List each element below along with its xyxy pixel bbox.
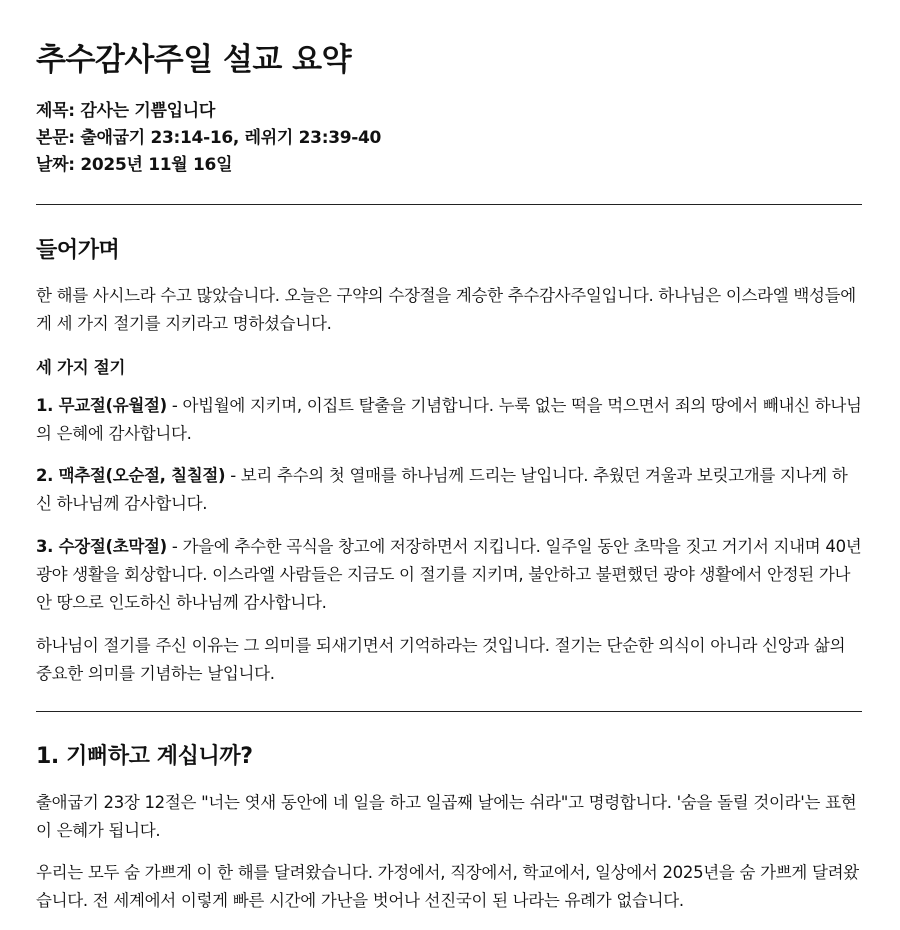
date-line: 날짜: 2025년 11월 16일 — [36, 155, 233, 175]
section-heading: 1. 기뻐하고 계십니까? — [36, 744, 253, 769]
festival-item — [36, 392, 862, 448]
sermon-meta — [36, 98, 381, 179]
festival-description: - 아빕월에 지키며, 이집트 탈출을 기념합니다. 누룩 없는 떡을 먹으면서 죄의 땅에서 빼내신 하나님의 은혜에 감사합니다. — [36, 396, 862, 443]
sermon-title-line: 제목: 감사는 기쁨입니다 — [36, 101, 215, 121]
scripture-line: 본문: 출애굽기 23:14-16, 레위기 23:39-40 — [36, 128, 382, 148]
intro-closing-paragraph: 하나님이 절기를 주신 이유는 그 의미를 되새기면서 기억하라는 것입니다. 절기는 단순한 의식이 아니라 신앙과 삶의 중요한 의미를 기념하는 날입니다. — [36, 636, 846, 683]
festival-item — [36, 462, 862, 518]
intro-paragraph: 한 해를 사시느라 수고 많았습니다. 오늘은 구약의 수장절을 계승한 추수감사주일입니다. 하나님은 이스라엘 백성들에게 세 가지 절기를 지키라고 명하셨습니다. — [36, 286, 856, 333]
section-paragraph: 우리는 모두 숨 가쁘게 이 한 해를 달려왔습니다. 가정에서, 직장에서, 학교에서, 일상에서 2025년을 숨 가쁘게 달려왔습니다. 전 세계에서 이렇게 빠른 시간에 가난을 벗어나 선진국이 된 나라는 유례가 없습니다. — [36, 863, 859, 910]
festival-description: - 보리 추수의 첫 열매를 하나님께 드리는 날입니다. 추웠던 겨울과 보릿고개를 지나게 하신 하나님께 감사합니다. — [36, 466, 848, 513]
section-paragraph: 출애굽기 23장 12절은 "너는 엿새 동안에 네 일을 하고 일곱째 날에는 쉬라"고 명령합니다. '숨을 돌릴 것이라'는 표현이 은혜가 됩니다. — [36, 793, 857, 840]
intro-heading: 들어가며 — [36, 238, 120, 263]
festival-name: 1. 무교절(유월절) — [36, 396, 167, 415]
festival-name: 3. 수장절(초막절) — [36, 537, 167, 556]
festivals-heading: 세 가지 절기 — [36, 358, 126, 377]
divider — [36, 204, 862, 205]
festival-item — [36, 533, 862, 617]
festival-description: - 가을에 추수한 곡식을 창고에 저장하면서 지킵니다. 일주일 동안 초막을 짓고 거기서 지내며 40년 광야 생활을 회상합니다. 이스라엘 사람들은 지금도 이 절기를 지키며, 불안하고 불편했던 광야 생활에서 안정된 가나안 땅으로 인도하신 하나님께 감사합니다. — [36, 537, 862, 612]
divider — [36, 711, 862, 712]
festival-name: 2. 맥추절(오순절, 칠칠절) — [36, 466, 226, 485]
page-title: 추수감사주일 설교 요약 — [36, 42, 352, 78]
